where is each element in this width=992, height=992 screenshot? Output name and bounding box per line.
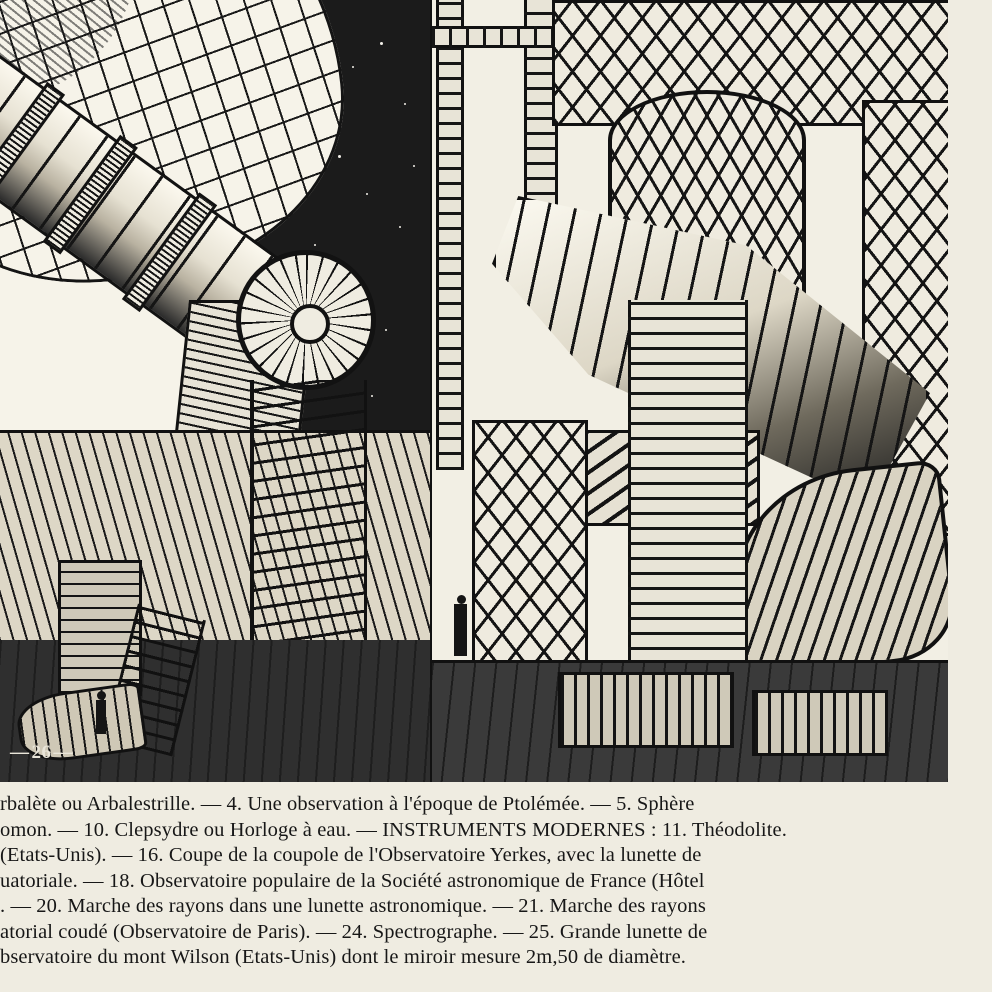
work-bench bbox=[558, 672, 734, 748]
setting-circle-wheel bbox=[236, 250, 376, 390]
left-panel-yerkes-dome bbox=[0, 0, 430, 782]
right-panel-mount-wilson bbox=[430, 0, 948, 782]
pier-column bbox=[628, 300, 748, 680]
scaffold-frame bbox=[472, 420, 588, 676]
equipment-crate bbox=[752, 690, 888, 756]
caption-line-2: omon. — 10. Clepsydre ou Horloge à eau. — INSTRUMENTS MODERNES : 11. Théodolite. bbox=[0, 818, 787, 841]
figure-number: — 26 — bbox=[8, 742, 75, 764]
support-girder-left bbox=[436, 0, 464, 470]
caption-line-5: . — 20. Marche des rayons dans une lunette astronomique. — 21. Marche des rayons bbox=[0, 895, 706, 917]
caption-line-6: atorial coudé (Observatoire de Paris). — 24. Spectrographe. — 25. Grande lunette de bbox=[0, 920, 708, 943]
plate-caption bbox=[0, 788, 948, 971]
paper-margin-bottom bbox=[0, 980, 992, 992]
human-figure-right bbox=[454, 604, 467, 656]
caption-line-1: rbalète ou Arbalestrille. — 4. Une observation à l'époque de Ptolémée. — 5. Sphère bbox=[0, 793, 695, 815]
caption-line-7: bservatoire du mont Wilson (Etats-Unis) dont le miroir mesure 2m,50 de diamètre. bbox=[0, 946, 686, 968]
caption-line-4: uatoriale. — 18. Observatoire populaire de la Société astronomique de France (Hôtel bbox=[0, 869, 705, 892]
paper-margin-right bbox=[948, 0, 992, 992]
caption-line-3: (Etats-Unis). — 16. Coupe de la coupole de l'Observatoire Yerkes, avec la lunette de bbox=[0, 844, 702, 866]
human-figure-left bbox=[96, 700, 106, 734]
